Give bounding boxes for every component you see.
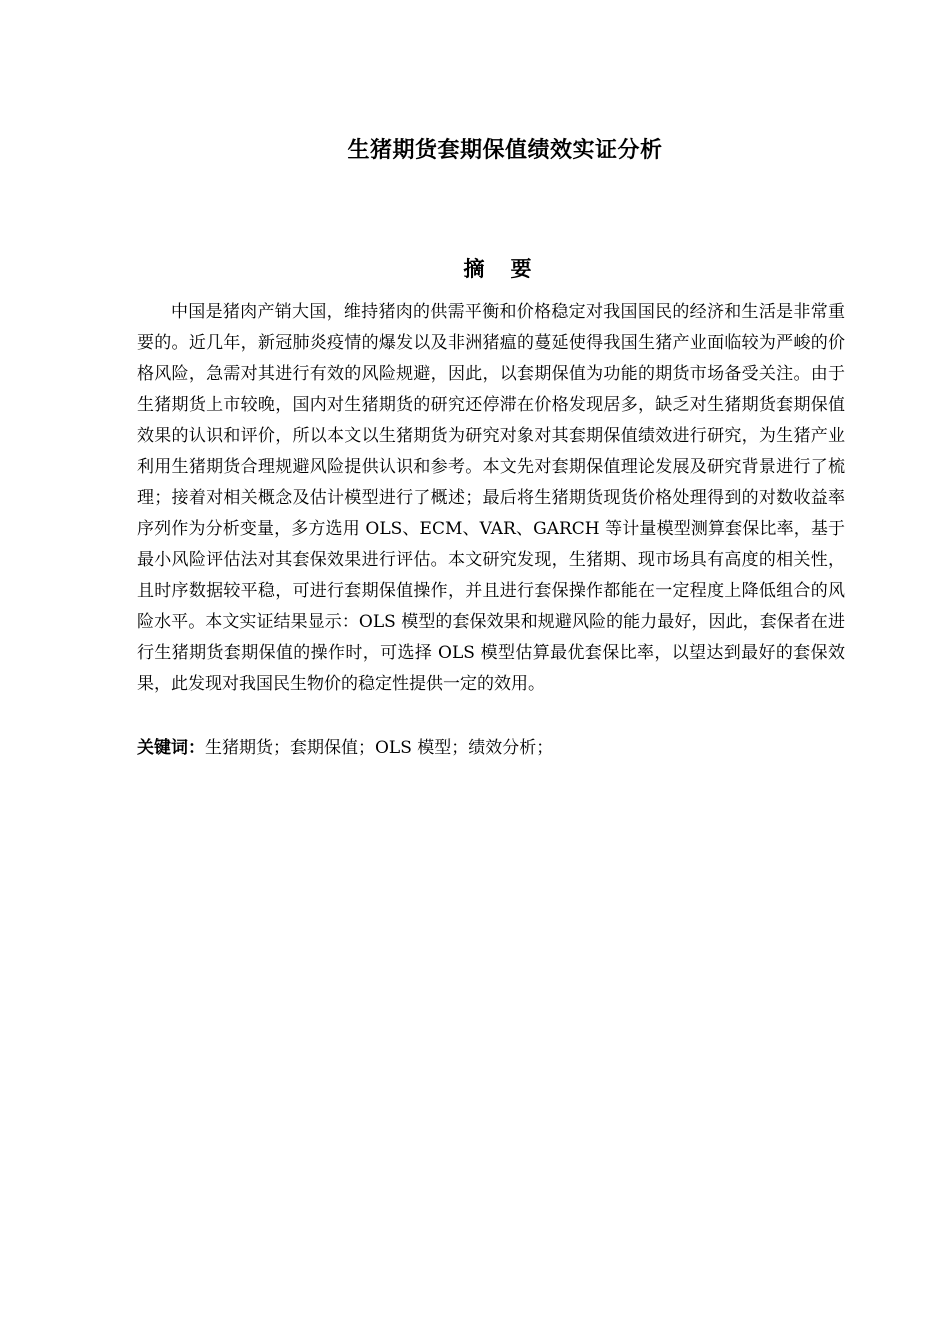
keywords-label: 关键词： [137,738,205,758]
keywords-text: 生猪期货；套期保值；OLS 模型；绩效分析； [205,738,554,758]
abstract-heading [0,252,950,286]
keywords-line [137,733,845,764]
abstract-heading-char-2: 要 [510,257,532,281]
abstract-heading-char-1: 摘 [463,257,485,281]
document-title: 生猪期货套期保值绩效实证分析 [347,138,663,163]
abstract-body: 中国是猪肉产销大国，维持猪肉的供需平衡和价格稳定对我国国民的经济和生活是非常重要的。近几年，新冠肺炎疫情的爆发以及非洲猪瘟的蔓延使得我国生猪产业面临较为严峻的价格风险，急需对其进行有效的风险规避，因此，以套期保值为功能的期货市场备受关注。由于生猪期货上市较晚，国内对生猪期货的研究还停滞在价格发现居多，缺乏对生猪期货套期保值效果的认识和评价，所以本文以生猪期货为研究对象对其套期保值绩效进行研究，为生猪产业利用生猪期货合理规避风险提供认识和参考。本文先对套期保值理论发展及研究背景进行了梳理；接着对相关概念及估计模型进行了概述；最后将生猪期货现货价格处理得到的对数收益率序列作为分析变量，多方选用 OLS、ECM、VAR、GARCH 等计量模型测算套保比率，基于最小风险评估法对其套保效果进行评估。本文研究发现，生猪期、现市场具有高度的相关性，且时序数据较平稳，可进行套期保值操作，并且进行套保操作都能在一定程度上降低组合的风险水平。本文实证结果显示：OLS 模型的套保效果和规避风险的能力最好，因此，套保者在进行生猪期货套期保值的操作时，可选择 OLS 模型估算最优套保比率，以望达到最好的套保效果，此发现对我国民生物价的稳定性提供一定的效用。 [137,302,845,694]
